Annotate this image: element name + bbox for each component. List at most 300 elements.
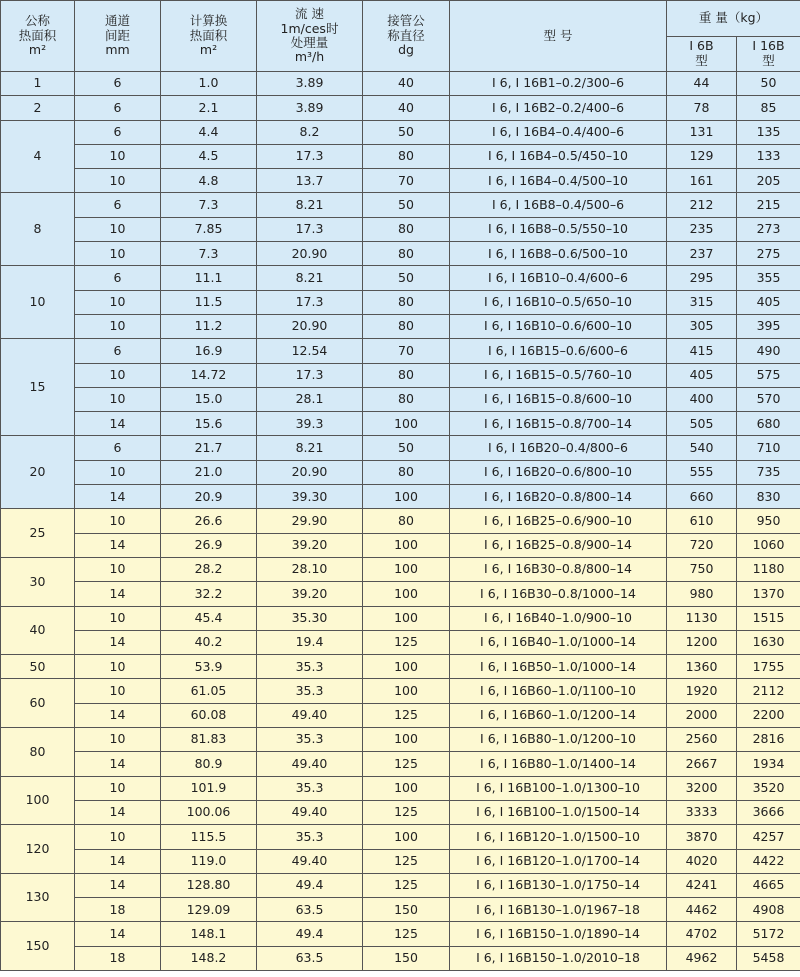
gap-cell: 6: [75, 193, 161, 217]
flow-cell: 35.3: [257, 776, 363, 800]
calc-area-cell: 60.08: [161, 703, 257, 727]
table-row: [1, 412, 800, 436]
gap-cell: 10: [75, 217, 161, 241]
table-row: [1, 679, 800, 703]
flow-cell: 12.54: [257, 339, 363, 363]
pipe-cell: 80: [363, 387, 450, 411]
model-cell: I 6, I 16B2–0.2/400–6: [450, 96, 667, 120]
flow-cell: 17.3: [257, 290, 363, 314]
weight-i16b-cell: 395: [737, 314, 800, 338]
table-row: [1, 387, 800, 411]
weight-i16b-cell: 735: [737, 460, 800, 484]
calc-area-cell: 15.0: [161, 387, 257, 411]
weight-i6b-cell: 555: [667, 460, 737, 484]
gap-cell: 10: [75, 557, 161, 581]
calc-area-cell: 21.0: [161, 460, 257, 484]
weight-i6b-cell: 3333: [667, 800, 737, 824]
weight-i16b-cell: 1180: [737, 557, 800, 581]
weight-i6b-cell: 400: [667, 387, 737, 411]
model-cell: I 6, I 16B25–0.8/900–14: [450, 533, 667, 557]
gap-cell: 6: [75, 339, 161, 363]
gap-cell: 10: [75, 606, 161, 630]
model-cell: I 6, I 16B130–1.0/1967–18: [450, 898, 667, 922]
gap-cell: 14: [75, 630, 161, 654]
model-cell: I 6, I 16B8–0.4/500–6: [450, 193, 667, 217]
weight-i6b-cell: 2667: [667, 752, 737, 776]
pipe-cell: 80: [363, 460, 450, 484]
calc-area-cell: 32.2: [161, 582, 257, 606]
area-cell: 50: [1, 655, 75, 679]
pipe-cell: 125: [363, 873, 450, 897]
pipe-cell: 100: [363, 582, 450, 606]
model-cell: I 6, I 16B60–1.0/1200–14: [450, 703, 667, 727]
gap-cell: 14: [75, 922, 161, 946]
pipe-cell: 125: [363, 752, 450, 776]
flow-cell: 3.89: [257, 96, 363, 120]
pipe-cell: 80: [363, 217, 450, 241]
calc-area-cell: 40.2: [161, 630, 257, 654]
weight-i6b-cell: 720: [667, 533, 737, 557]
pipe-cell: 100: [363, 533, 450, 557]
table-row: [1, 509, 800, 533]
calc-area-cell: 28.2: [161, 557, 257, 581]
pipe-cell: 50: [363, 266, 450, 290]
pipe-cell: 50: [363, 193, 450, 217]
weight-i16b-cell: 85: [737, 96, 800, 120]
flow-cell: 17.3: [257, 217, 363, 241]
table-row: [1, 849, 800, 873]
area-cell: 4: [1, 120, 75, 193]
gap-cell: 14: [75, 752, 161, 776]
flow-cell: 39.20: [257, 533, 363, 557]
calc-area-cell: 16.9: [161, 339, 257, 363]
gap-cell: 10: [75, 169, 161, 193]
gap-cell: 14: [75, 485, 161, 509]
calc-area-cell: 7.3: [161, 242, 257, 266]
weight-i6b-cell: 1360: [667, 655, 737, 679]
weight-i6b-cell: 4462: [667, 898, 737, 922]
table-row: [1, 557, 800, 581]
table-row: [1, 144, 800, 168]
weight-i16b-cell: 133: [737, 144, 800, 168]
gap-cell: 14: [75, 849, 161, 873]
calc-area-cell: 45.4: [161, 606, 257, 630]
model-cell: I 6, I 16B4–0.4/500–10: [450, 169, 667, 193]
weight-i6b-cell: 505: [667, 412, 737, 436]
weight-i6b-cell: 610: [667, 509, 737, 533]
calc-area-cell: 26.6: [161, 509, 257, 533]
weight-i6b-cell: 2000: [667, 703, 737, 727]
calc-area-cell: 11.5: [161, 290, 257, 314]
weight-i16b-cell: 355: [737, 266, 800, 290]
pipe-cell: 150: [363, 946, 450, 970]
model-cell: I 6, I 16B15–0.6/600–6: [450, 339, 667, 363]
gap-cell: 6: [75, 266, 161, 290]
pipe-cell: 150: [363, 898, 450, 922]
header-weight-i6b: I 6B 型: [667, 36, 737, 72]
area-cell: 130: [1, 873, 75, 922]
flow-cell: 39.3: [257, 412, 363, 436]
weight-i6b-cell: 235: [667, 217, 737, 241]
calc-area-cell: 115.5: [161, 825, 257, 849]
pipe-cell: 100: [363, 825, 450, 849]
flow-cell: 35.3: [257, 825, 363, 849]
flow-cell: 17.3: [257, 363, 363, 387]
pipe-cell: 50: [363, 120, 450, 144]
pipe-cell: 80: [363, 290, 450, 314]
flow-cell: 39.20: [257, 582, 363, 606]
flow-cell: 29.90: [257, 509, 363, 533]
flow-cell: 63.5: [257, 946, 363, 970]
pipe-cell: 80: [363, 242, 450, 266]
weight-i6b-cell: 1130: [667, 606, 737, 630]
table-row: [1, 193, 800, 217]
gap-cell: 6: [75, 72, 161, 96]
area-cell: 10: [1, 266, 75, 339]
model-cell: I 6, I 16B130–1.0/1750–14: [450, 873, 667, 897]
calc-area-cell: 4.5: [161, 144, 257, 168]
area-cell: 40: [1, 606, 75, 655]
area-cell: 25: [1, 509, 75, 558]
table-row: [1, 242, 800, 266]
table-row: [1, 825, 800, 849]
model-cell: I 6, I 16B4–0.4/400–6: [450, 120, 667, 144]
flow-cell: 35.3: [257, 728, 363, 752]
weight-i16b-cell: 205: [737, 169, 800, 193]
calc-area-cell: 21.7: [161, 436, 257, 460]
model-cell: I 6, I 16B25–0.6/900–10: [450, 509, 667, 533]
table-row: [1, 314, 800, 338]
weight-i16b-cell: 1630: [737, 630, 800, 654]
pipe-cell: 70: [363, 169, 450, 193]
flow-cell: 49.40: [257, 752, 363, 776]
weight-i6b-cell: 237: [667, 242, 737, 266]
table-body: [1, 72, 800, 971]
model-cell: I 6, I 16B20–0.8/800–14: [450, 485, 667, 509]
pipe-cell: 80: [363, 144, 450, 168]
weight-i6b-cell: 4962: [667, 946, 737, 970]
weight-i16b-cell: 570: [737, 387, 800, 411]
weight-i6b-cell: 750: [667, 557, 737, 581]
weight-i6b-cell: 295: [667, 266, 737, 290]
weight-i16b-cell: 3666: [737, 800, 800, 824]
calc-area-cell: 26.9: [161, 533, 257, 557]
flow-cell: 3.89: [257, 72, 363, 96]
weight-i6b-cell: 1200: [667, 630, 737, 654]
pipe-cell: 125: [363, 703, 450, 727]
weight-i16b-cell: 1755: [737, 655, 800, 679]
calc-area-cell: 7.85: [161, 217, 257, 241]
flow-cell: 49.40: [257, 703, 363, 727]
calc-area-cell: 7.3: [161, 193, 257, 217]
pipe-cell: 80: [363, 509, 450, 533]
model-cell: I 6, I 16B15–0.5/760–10: [450, 363, 667, 387]
table-row: [1, 582, 800, 606]
flow-cell: 49.40: [257, 800, 363, 824]
table-row: [1, 96, 800, 120]
weight-i16b-cell: 405: [737, 290, 800, 314]
weight-i6b-cell: 161: [667, 169, 737, 193]
pipe-cell: 100: [363, 776, 450, 800]
model-cell: I 6, I 16B1–0.2/300–6: [450, 72, 667, 96]
table-row: [1, 606, 800, 630]
pipe-cell: 40: [363, 72, 450, 96]
model-cell: I 6, I 16B8–0.6/500–10: [450, 242, 667, 266]
weight-i16b-cell: 680: [737, 412, 800, 436]
weight-i6b-cell: 980: [667, 582, 737, 606]
model-cell: I 6, I 16B30–0.8/800–14: [450, 557, 667, 581]
pipe-cell: 100: [363, 679, 450, 703]
gap-cell: 10: [75, 144, 161, 168]
flow-cell: 49.4: [257, 922, 363, 946]
pipe-cell: 100: [363, 606, 450, 630]
gap-cell: 6: [75, 120, 161, 144]
calc-area-cell: 129.09: [161, 898, 257, 922]
gap-cell: 10: [75, 314, 161, 338]
header-calc-area: 计算换 热面积 m²: [161, 1, 257, 72]
weight-i6b-cell: 4702: [667, 922, 737, 946]
weight-i16b-cell: 275: [737, 242, 800, 266]
flow-cell: 63.5: [257, 898, 363, 922]
model-cell: I 6, I 16B4–0.5/450–10: [450, 144, 667, 168]
table-row: [1, 533, 800, 557]
calc-area-cell: 80.9: [161, 752, 257, 776]
gap-cell: 14: [75, 582, 161, 606]
header-pipe: 接管公 称直径 dg: [363, 1, 450, 72]
gap-cell: 10: [75, 242, 161, 266]
weight-i6b-cell: 315: [667, 290, 737, 314]
flow-cell: 49.40: [257, 849, 363, 873]
calc-area-cell: 148.1: [161, 922, 257, 946]
table-row: [1, 485, 800, 509]
gap-cell: 10: [75, 679, 161, 703]
area-cell: 30: [1, 557, 75, 606]
pipe-cell: 125: [363, 630, 450, 654]
table-row: [1, 169, 800, 193]
area-cell: 150: [1, 922, 75, 971]
pipe-cell: 70: [363, 339, 450, 363]
calc-area-cell: 53.9: [161, 655, 257, 679]
pipe-cell: 40: [363, 96, 450, 120]
table-row: [1, 776, 800, 800]
flow-cell: 13.7: [257, 169, 363, 193]
weight-i16b-cell: 710: [737, 436, 800, 460]
model-cell: I 6, I 16B10–0.4/600–6: [450, 266, 667, 290]
weight-i6b-cell: 540: [667, 436, 737, 460]
calc-area-cell: 4.4: [161, 120, 257, 144]
calc-area-cell: 20.9: [161, 485, 257, 509]
calc-area-cell: 119.0: [161, 849, 257, 873]
gap-cell: 10: [75, 363, 161, 387]
weight-i16b-cell: 215: [737, 193, 800, 217]
weight-i6b-cell: 405: [667, 363, 737, 387]
area-cell: 80: [1, 728, 75, 777]
weight-i16b-cell: 135: [737, 120, 800, 144]
pipe-cell: 100: [363, 655, 450, 679]
table-row: [1, 217, 800, 241]
flow-cell: 39.30: [257, 485, 363, 509]
weight-i6b-cell: 4241: [667, 873, 737, 897]
weight-i16b-cell: 1370: [737, 582, 800, 606]
model-cell: I 6, I 16B20–0.4/800–6: [450, 436, 667, 460]
flow-cell: 8.21: [257, 266, 363, 290]
pipe-cell: 50: [363, 436, 450, 460]
table-row: [1, 266, 800, 290]
table-row: [1, 752, 800, 776]
pipe-cell: 80: [363, 314, 450, 338]
table-header: [1, 1, 800, 72]
flow-cell: 8.21: [257, 193, 363, 217]
weight-i16b-cell: 1515: [737, 606, 800, 630]
gap-cell: 6: [75, 96, 161, 120]
table-row: [1, 728, 800, 752]
table-row: [1, 630, 800, 654]
model-cell: I 6, I 16B100–1.0/1500–14: [450, 800, 667, 824]
model-cell: I 6, I 16B8–0.5/550–10: [450, 217, 667, 241]
weight-i16b-cell: 4665: [737, 873, 800, 897]
area-cell: 8: [1, 193, 75, 266]
table-row: [1, 898, 800, 922]
weight-i6b-cell: 660: [667, 485, 737, 509]
weight-i16b-cell: 490: [737, 339, 800, 363]
gap-cell: 10: [75, 825, 161, 849]
model-cell: I 6, I 16B40–1.0/1000–14: [450, 630, 667, 654]
gap-cell: 14: [75, 703, 161, 727]
model-cell: I 6, I 16B100–1.0/1300–10: [450, 776, 667, 800]
calc-area-cell: 14.72: [161, 363, 257, 387]
calc-area-cell: 128.80: [161, 873, 257, 897]
table-row: [1, 290, 800, 314]
weight-i16b-cell: 4257: [737, 825, 800, 849]
calc-area-cell: 2.1: [161, 96, 257, 120]
calc-area-cell: 61.05: [161, 679, 257, 703]
pipe-cell: 100: [363, 557, 450, 581]
pipe-cell: 80: [363, 363, 450, 387]
table-row: [1, 363, 800, 387]
table-row: [1, 873, 800, 897]
gap-cell: 10: [75, 290, 161, 314]
weight-i16b-cell: 2816: [737, 728, 800, 752]
pipe-cell: 125: [363, 849, 450, 873]
model-cell: I 6, I 16B80–1.0/1200–10: [450, 728, 667, 752]
model-cell: I 6, I 16B40–1.0/900–10: [450, 606, 667, 630]
calc-area-cell: 15.6: [161, 412, 257, 436]
area-cell: 2: [1, 96, 75, 120]
weight-i6b-cell: 2560: [667, 728, 737, 752]
flow-cell: 20.90: [257, 460, 363, 484]
weight-i6b-cell: 305: [667, 314, 737, 338]
weight-i6b-cell: 44: [667, 72, 737, 96]
flow-cell: 49.4: [257, 873, 363, 897]
flow-cell: 19.4: [257, 630, 363, 654]
weight-i16b-cell: 50: [737, 72, 800, 96]
weight-i6b-cell: 129: [667, 144, 737, 168]
weight-i6b-cell: 212: [667, 193, 737, 217]
gap-cell: 10: [75, 776, 161, 800]
gap-cell: 6: [75, 436, 161, 460]
weight-i16b-cell: 575: [737, 363, 800, 387]
model-cell: I 6, I 16B120–1.0/1700–14: [450, 849, 667, 873]
weight-i16b-cell: 3520: [737, 776, 800, 800]
table-row: [1, 800, 800, 824]
pipe-cell: 100: [363, 485, 450, 509]
gap-cell: 18: [75, 898, 161, 922]
header-area: 公称 热面积 m²: [1, 1, 75, 72]
flow-cell: 20.90: [257, 314, 363, 338]
weight-i16b-cell: 5458: [737, 946, 800, 970]
flow-cell: 8.21: [257, 436, 363, 460]
header-weight: 重 量（kg）: [667, 1, 800, 37]
header-gap: 通道 间距 mm: [75, 1, 161, 72]
model-cell: I 6, I 16B150–1.0/1890–14: [450, 922, 667, 946]
weight-i16b-cell: 4422: [737, 849, 800, 873]
table-row: [1, 922, 800, 946]
table-row: [1, 460, 800, 484]
model-cell: I 6, I 16B80–1.0/1400–14: [450, 752, 667, 776]
area-cell: 1: [1, 72, 75, 96]
flow-cell: 28.1: [257, 387, 363, 411]
gap-cell: 10: [75, 460, 161, 484]
calc-area-cell: 101.9: [161, 776, 257, 800]
table-row: [1, 946, 800, 970]
model-cell: I 6, I 16B15–0.8/600–10: [450, 387, 667, 411]
flow-cell: 8.2: [257, 120, 363, 144]
pipe-cell: 100: [363, 412, 450, 436]
flow-cell: 35.3: [257, 655, 363, 679]
flow-cell: 35.30: [257, 606, 363, 630]
table-row: [1, 120, 800, 144]
weight-i16b-cell: 2200: [737, 703, 800, 727]
model-cell: I 6, I 16B30–0.8/1000–14: [450, 582, 667, 606]
gap-cell: 10: [75, 728, 161, 752]
calc-area-cell: 11.1: [161, 266, 257, 290]
gap-cell: 14: [75, 873, 161, 897]
model-cell: I 6, I 16B15–0.8/700–14: [450, 412, 667, 436]
weight-i16b-cell: 950: [737, 509, 800, 533]
model-cell: I 6, I 16B50–1.0/1000–14: [450, 655, 667, 679]
table-row: [1, 339, 800, 363]
gap-cell: 10: [75, 509, 161, 533]
weight-i6b-cell: 3870: [667, 825, 737, 849]
weight-i6b-cell: 78: [667, 96, 737, 120]
flow-cell: 20.90: [257, 242, 363, 266]
weight-i16b-cell: 273: [737, 217, 800, 241]
weight-i6b-cell: 1920: [667, 679, 737, 703]
model-cell: I 6, I 16B150–1.0/2010–18: [450, 946, 667, 970]
header-weight-i16b: I 16B 型: [737, 36, 800, 72]
calc-area-cell: 148.2: [161, 946, 257, 970]
calc-area-cell: 100.06: [161, 800, 257, 824]
calc-area-cell: 11.2: [161, 314, 257, 338]
model-cell: I 6, I 16B10–0.6/600–10: [450, 314, 667, 338]
weight-i16b-cell: 4908: [737, 898, 800, 922]
gap-cell: 10: [75, 655, 161, 679]
gap-cell: 10: [75, 387, 161, 411]
area-cell: 60: [1, 679, 75, 728]
header-flow: 流 速 1m/ces时 处理量 m³/h: [257, 1, 363, 72]
model-cell: I 6, I 16B60–1.0/1100–10: [450, 679, 667, 703]
gap-cell: 18: [75, 946, 161, 970]
flow-cell: 28.10: [257, 557, 363, 581]
model-cell: I 6, I 16B10–0.5/650–10: [450, 290, 667, 314]
pipe-cell: 125: [363, 922, 450, 946]
weight-i6b-cell: 4020: [667, 849, 737, 873]
area-cell: 100: [1, 776, 75, 825]
table-row: [1, 72, 800, 96]
flow-cell: 17.3: [257, 144, 363, 168]
weight-i16b-cell: 830: [737, 485, 800, 509]
weight-i16b-cell: 1934: [737, 752, 800, 776]
